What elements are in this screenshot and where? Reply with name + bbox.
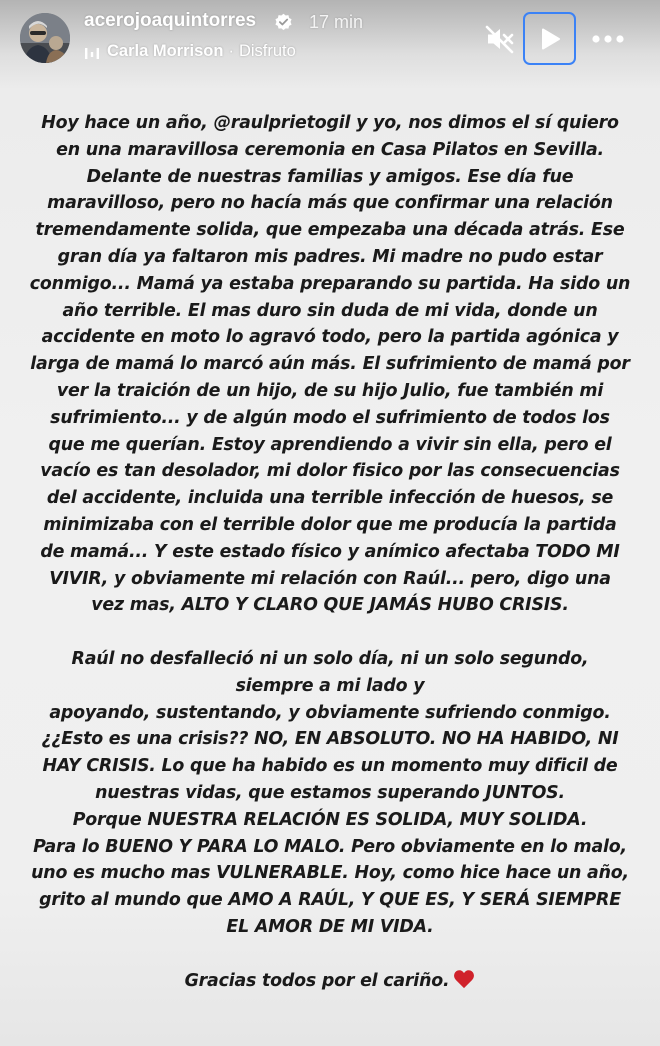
story-line: larga de mamá lo marcó aún más. El sufrimiento de mamá por	[30, 354, 630, 375]
post-time: 17 min	[309, 12, 364, 32]
story-text	[22, 110, 638, 994]
story-header	[0, 0, 660, 90]
story-line: VIVIR, y obviamente mi relación con Raúl... pero, digo una	[49, 568, 611, 589]
story-line: ver la traición de un hijo, de su hijo Julio, fue también mi	[56, 380, 604, 401]
more-options-icon	[588, 24, 628, 54]
story-line: accidente en moto lo agravó todo, pero la partida agónica y	[41, 327, 619, 348]
story-paragraph-2	[22, 646, 638, 941]
story-line: que me querían. Estoy aprendiendo a vivir sin ella, pero el	[48, 434, 612, 455]
music-artist: Carla Morrison	[107, 42, 224, 60]
verified-badge-icon	[274, 13, 293, 32]
red-heart-icon	[453, 969, 475, 989]
story-line: vacío es tan desolador, mi dolor fisico por las consecuencias	[40, 461, 620, 482]
story-paragraph-1	[22, 110, 638, 619]
story-line: Para lo BUENO Y PARA LO MALO. Pero obviamente en lo malo,	[33, 836, 627, 857]
more-options-button[interactable]	[588, 24, 628, 54]
story-line: grito al mundo que AMO A RAÚL, Y QUE ES, Y SERÁ SIEMPRE	[39, 890, 621, 911]
story-line: año terrible. El mas duro sin duda de mi vida, donde un	[62, 300, 598, 321]
story-line: sufrimiento... y de algún modo el sufrimiento de todos los	[50, 407, 610, 428]
music-bars-icon	[84, 45, 100, 61]
story-line: minimizaba con el terrible dolor que me producía la partida	[43, 514, 617, 535]
story-line: gran día ya faltaron mis padres. Mi madre no pudo estar	[57, 246, 603, 267]
play-button[interactable]	[523, 12, 576, 65]
story-line: ¿¿Esto es una crisis?? NO, EN ABSOLUTO. NO HA HABIDO, NI	[41, 729, 619, 750]
mute-button[interactable]	[483, 22, 517, 56]
story-line: EL AMOR DE MI VIDA.	[226, 916, 434, 937]
story-line: Hoy hace un año, @raulprietogil y yo, nos dimos el sí quiero	[41, 113, 619, 133]
story-line: del accidente, incluida una terrible infección de huesos, se	[46, 488, 614, 509]
story-line: Raúl no desfalleció ni un solo día, ni un solo segundo,	[71, 648, 589, 669]
story-line: Gracias todos por el cariño.	[22, 968, 638, 995]
story-line: nuestras vidas, que estamos superando JUNTOS.	[95, 782, 565, 803]
story-line: conmigo... Mamá ya estaba preparando su partida. Ha sido un	[29, 273, 631, 294]
story-line: HAY CRISIS. Lo que ha habido es un momento muy dificil de	[42, 756, 618, 777]
music-info[interactable]	[107, 42, 296, 61]
story-line: Delante de nuestras familias y amigos. Ese día fue	[86, 166, 574, 187]
story-line: en una maravillosa ceremonia en Casa Pilatos en Sevilla.	[56, 139, 604, 160]
story-paragraph-3	[22, 968, 638, 995]
story-line: uno es mucho mas VULNERABLE. Hoy, como hice hace un año,	[31, 863, 629, 884]
story-line: apoyando, sustentando, y obviamente sufriendo conmigo.	[49, 702, 611, 723]
music-separator: ·	[228, 42, 234, 60]
story-line: vez mas, ALTO Y CLARO QUE JAMÁS HUBO CRISIS.	[91, 595, 569, 616]
story-line: maravilloso, pero no hacía más que confirmar una relación	[47, 193, 613, 214]
username[interactable]: acerojoaquintorres	[84, 10, 257, 31]
story-line: siempre a mi lado y	[235, 675, 425, 696]
music-song: Disfruto	[238, 42, 296, 60]
story-line: de mamá... Y este estado físico y anímico afectaba TODO MI	[40, 541, 620, 562]
play-icon	[537, 26, 563, 52]
speaker-muted-icon	[483, 22, 517, 56]
avatar[interactable]	[20, 13, 70, 63]
story-line: Porque NUESTRA RELACIÓN ES SOLIDA, MUY SOLIDA.	[72, 809, 588, 830]
story-line: tremendamente solida, que empezaba una década atrás. Ese	[35, 220, 625, 241]
